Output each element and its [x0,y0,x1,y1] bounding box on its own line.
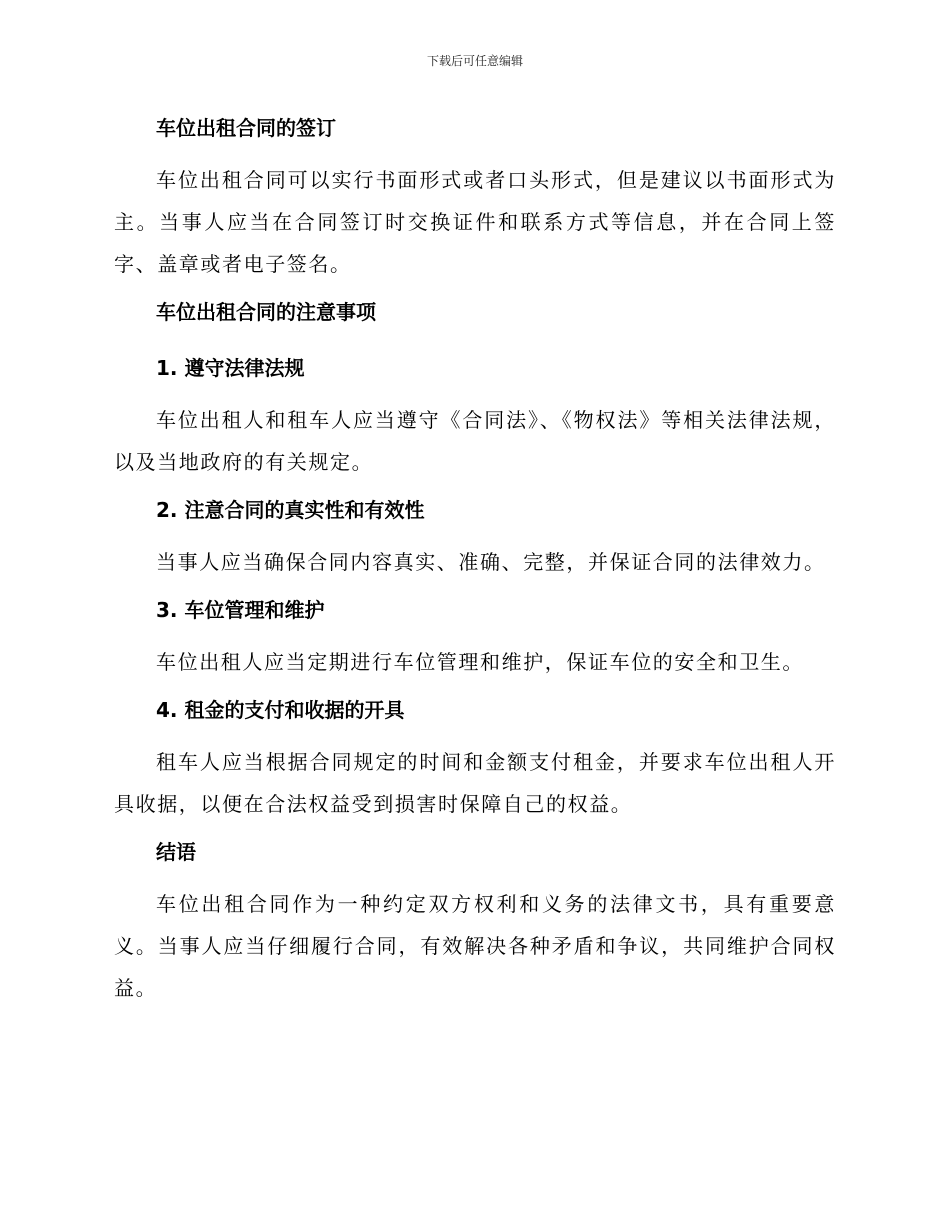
page-header: 下载后可任意编辑 [426,54,523,68]
section-heading-validity: 2. 注意合同的真实性和有效性 [156,498,425,522]
document-body [114,114,836,1009]
section-heading-conclusion: 结语 [156,840,196,864]
section-heading-rent: 4. 租金的支付和收据的开具 [156,698,405,722]
section-paragraph-signing: 车位出租合同可以实行书面形式或者口头形式，但是建议以书面形式为主。当事人应当在合同签订时交换证件和联系方式等信息，并在合同上签字、盖章或者电子签名。 [114,168,836,276]
section-heading-maintenance: 3. 车位管理和维护 [156,598,325,622]
section-heading-law: 1. 遵守法律法规 [156,356,305,380]
section-paragraph-conclusion: 车位出租合同作为一种约定双方权利和义务的法律文书，具有重要意义。当事人应当仔细履行合同，有效解决各种矛盾和争议，共同维护合同权益。 [114,892,836,1000]
section-heading-signing: 车位出租合同的签订 [156,116,336,140]
section-paragraph-law: 车位出租人和租车人应当遵守《合同法》、《物权法》等相关法律法规，以及当地政府的有关规定。 [114,408,836,474]
section-heading-notes: 车位出租合同的注意事项 [156,300,376,324]
section-paragraph-rent: 租车人应当根据合同规定的时间和金额支付租金，并要求车位出租人开具收据，以便在合法权益受到损害时保障自己的权益。 [114,750,836,816]
section-paragraph-maintenance: 车位出租人应当定期进行车位管理和维护，保证车位的安全和卫生。 [156,650,804,674]
section-paragraph-validity: 当事人应当确保合同内容真实、准确、完整，并保证合同的法律效力。 [156,550,826,574]
